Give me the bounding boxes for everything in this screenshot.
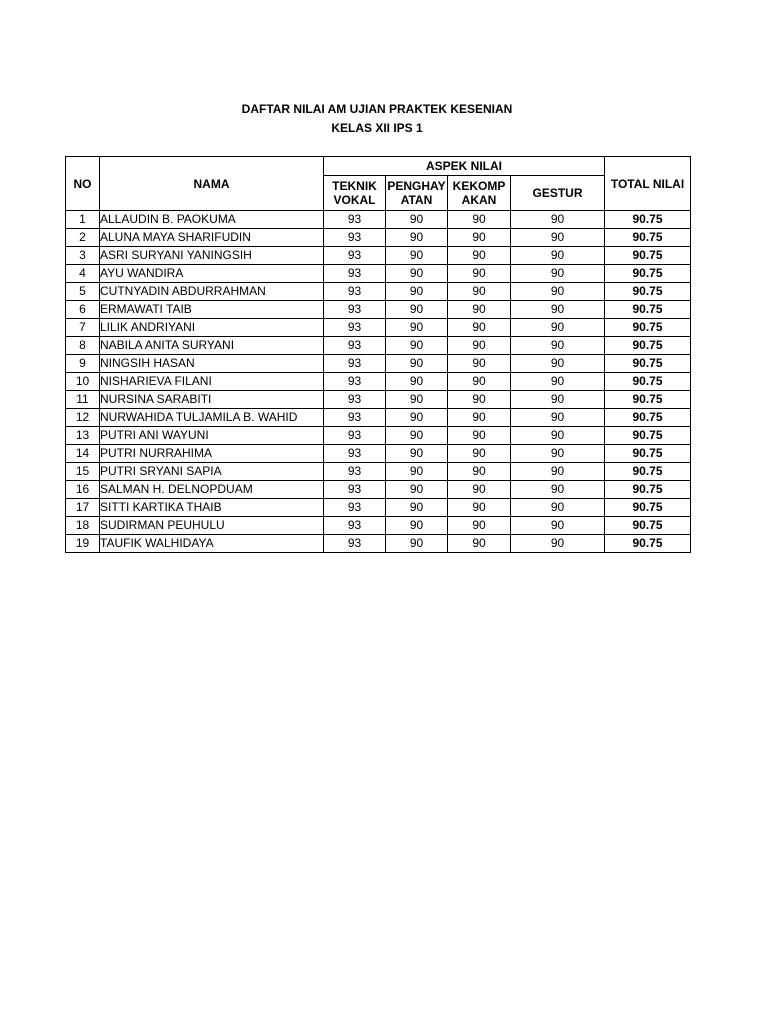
score-penghayatan: 90 — [386, 463, 448, 481]
header-teknik-vokal-line1: TEKNIK — [332, 179, 377, 193]
row-number: 15 — [66, 463, 100, 481]
total-nilai: 90.75 — [605, 391, 691, 409]
score-penghayatan: 90 — [386, 517, 448, 535]
row-number: 17 — [66, 499, 100, 517]
total-nilai: 90.75 — [605, 445, 691, 463]
score-penghayatan: 90 — [386, 535, 448, 553]
score-teknik-vokal: 93 — [324, 445, 386, 463]
student-name: SITTI KARTIKA THAIB — [100, 499, 324, 517]
table-row — [66, 409, 691, 427]
table-row — [66, 373, 691, 391]
document-title: DAFTAR NILAI AM UJIAN PRAKTEK KESENIAN — [241, 102, 513, 116]
total-nilai: 90.75 — [605, 211, 691, 229]
score-teknik-vokal: 93 — [324, 499, 386, 517]
table-row — [66, 535, 691, 553]
score-kekompakan: 90 — [448, 247, 511, 265]
row-number: 7 — [66, 319, 100, 337]
header-penghayatan-line1: PENGHAY — [387, 179, 446, 193]
total-nilai: 90.75 — [605, 481, 691, 499]
score-teknik-vokal: 93 — [324, 319, 386, 337]
score-teknik-vokal: 93 — [324, 481, 386, 499]
table-row — [66, 301, 691, 319]
score-kekompakan: 90 — [448, 427, 511, 445]
row-number: 12 — [66, 409, 100, 427]
score-gestur: 90 — [511, 517, 605, 535]
total-nilai: 90.75 — [605, 373, 691, 391]
score-penghayatan: 90 — [386, 373, 448, 391]
total-nilai: 90.75 — [605, 319, 691, 337]
total-nilai: 90.75 — [605, 427, 691, 445]
row-number: 18 — [66, 517, 100, 535]
student-name: SUDIRMAN PEUHULU — [100, 517, 324, 535]
score-penghayatan: 90 — [386, 481, 448, 499]
score-penghayatan: 90 — [386, 337, 448, 355]
score-gestur: 90 — [511, 247, 605, 265]
score-kekompakan: 90 — [448, 283, 511, 301]
header-nama: NAMA — [100, 157, 324, 211]
row-number: 6 — [66, 301, 100, 319]
score-penghayatan: 90 — [386, 229, 448, 247]
total-nilai: 90.75 — [605, 499, 691, 517]
score-gestur: 90 — [511, 463, 605, 481]
row-number: 11 — [66, 391, 100, 409]
header-teknik-vokal-line2: VOKAL — [333, 193, 376, 207]
student-name: LILIK ANDRIYANI — [100, 319, 324, 337]
table-row — [66, 481, 691, 499]
student-name: CUTNYADIN ABDURRAHMAN — [100, 283, 324, 301]
row-number: 5 — [66, 283, 100, 301]
score-penghayatan: 90 — [386, 301, 448, 319]
score-gestur: 90 — [511, 427, 605, 445]
score-kekompakan: 90 — [448, 517, 511, 535]
table-row — [66, 337, 691, 355]
score-teknik-vokal: 93 — [324, 337, 386, 355]
score-teknik-vokal: 93 — [324, 463, 386, 481]
table-row — [66, 355, 691, 373]
document-subtitle-class: KELAS XII IPS 1 — [331, 121, 423, 135]
score-penghayatan: 90 — [386, 391, 448, 409]
total-nilai: 90.75 — [605, 517, 691, 535]
header-kekompakan-line2: AKAN — [461, 193, 497, 207]
score-gestur: 90 — [511, 265, 605, 283]
score-teknik-vokal: 93 — [324, 247, 386, 265]
score-teknik-vokal: 93 — [324, 409, 386, 427]
total-nilai: 90.75 — [605, 229, 691, 247]
student-name: TAUFIK WALHIDAYA — [100, 535, 324, 553]
score-kekompakan: 90 — [448, 499, 511, 517]
score-kekompakan: 90 — [448, 229, 511, 247]
score-kekompakan: 90 — [448, 445, 511, 463]
score-gestur: 90 — [511, 301, 605, 319]
total-nilai: 90.75 — [605, 247, 691, 265]
score-teknik-vokal: 93 — [324, 391, 386, 409]
table-row — [66, 463, 691, 481]
score-gestur: 90 — [511, 409, 605, 427]
score-teknik-vokal: 93 — [324, 265, 386, 283]
score-teknik-vokal: 93 — [324, 535, 386, 553]
score-kekompakan: 90 — [448, 463, 511, 481]
score-penghayatan: 90 — [386, 247, 448, 265]
student-name: NURWAHIDA TULJAMILA B. WAHID — [100, 409, 324, 427]
score-gestur: 90 — [511, 391, 605, 409]
score-penghayatan: 90 — [386, 355, 448, 373]
score-kekompakan: 90 — [448, 535, 511, 553]
total-nilai: 90.75 — [605, 337, 691, 355]
score-gestur: 90 — [511, 283, 605, 301]
score-gestur: 90 — [511, 445, 605, 463]
student-name: ALLAUDIN B. PAOKUMA — [100, 211, 324, 229]
table-row — [66, 445, 691, 463]
table-row — [66, 499, 691, 517]
row-number: 2 — [66, 229, 100, 247]
total-nilai: 90.75 — [605, 283, 691, 301]
row-number: 13 — [66, 427, 100, 445]
grades-table-body — [66, 211, 691, 553]
header-gestur: GESTUR — [511, 176, 605, 211]
student-name: SALMAN H. DELNOPDUAM — [100, 481, 324, 499]
table-row — [66, 517, 691, 535]
score-teknik-vokal: 93 — [324, 355, 386, 373]
student-name: NURSINA SARABITI — [100, 391, 324, 409]
score-teknik-vokal: 93 — [324, 229, 386, 247]
header-no: NO — [66, 157, 100, 211]
table-row — [66, 427, 691, 445]
score-gestur: 90 — [511, 499, 605, 517]
total-nilai: 90.75 — [605, 409, 691, 427]
score-kekompakan: 90 — [448, 355, 511, 373]
grades-table — [65, 156, 691, 553]
score-kekompakan: 90 — [448, 391, 511, 409]
score-gestur: 90 — [511, 535, 605, 553]
student-name: PUTRI SRYANI SAPIA — [100, 463, 324, 481]
score-gestur: 90 — [511, 337, 605, 355]
table-row — [66, 391, 691, 409]
header-aspek-nilai: ASPEK NILAI — [324, 157, 605, 176]
header-kekompakan — [448, 176, 511, 211]
student-name: AYU WANDIRA — [100, 265, 324, 283]
score-kekompakan: 90 — [448, 373, 511, 391]
score-teknik-vokal: 93 — [324, 211, 386, 229]
header-penghayatan-line2: ATAN — [400, 193, 433, 207]
score-kekompakan: 90 — [448, 481, 511, 499]
score-teknik-vokal: 93 — [324, 427, 386, 445]
total-nilai: 90.75 — [605, 355, 691, 373]
row-number: 9 — [66, 355, 100, 373]
row-number: 1 — [66, 211, 100, 229]
total-nilai: 90.75 — [605, 301, 691, 319]
score-penghayatan: 90 — [386, 427, 448, 445]
score-gestur: 90 — [511, 373, 605, 391]
table-row — [66, 229, 691, 247]
score-gestur: 90 — [511, 355, 605, 373]
table-row — [66, 265, 691, 283]
row-number: 4 — [66, 265, 100, 283]
header-penghayatan — [386, 176, 448, 211]
student-name: ASRI SURYANI YANINGSIH — [100, 247, 324, 265]
student-name: NISHARIEVA FILANI — [100, 373, 324, 391]
score-kekompakan: 90 — [448, 301, 511, 319]
score-teknik-vokal: 93 — [324, 283, 386, 301]
score-penghayatan: 90 — [386, 409, 448, 427]
row-number: 8 — [66, 337, 100, 355]
score-penghayatan: 90 — [386, 499, 448, 517]
total-nilai: 90.75 — [605, 535, 691, 553]
score-penghayatan: 90 — [386, 211, 448, 229]
student-name: PUTRI NURRAHIMA — [100, 445, 324, 463]
score-gestur: 90 — [511, 481, 605, 499]
table-row — [66, 319, 691, 337]
score-kekompakan: 90 — [448, 265, 511, 283]
row-number: 10 — [66, 373, 100, 391]
score-teknik-vokal: 93 — [324, 517, 386, 535]
score-penghayatan: 90 — [386, 265, 448, 283]
total-nilai: 90.75 — [605, 463, 691, 481]
student-name: ALUNA MAYA SHARIFUDIN — [100, 229, 324, 247]
row-number: 16 — [66, 481, 100, 499]
score-kekompakan: 90 — [448, 337, 511, 355]
student-name: NABILA ANITA SURYANI — [100, 337, 324, 355]
score-kekompakan: 90 — [448, 409, 511, 427]
row-number: 3 — [66, 247, 100, 265]
table-row — [66, 283, 691, 301]
score-kekompakan: 90 — [448, 211, 511, 229]
grades-table-header — [66, 157, 691, 211]
score-penghayatan: 90 — [386, 283, 448, 301]
score-teknik-vokal: 93 — [324, 373, 386, 391]
total-nilai: 90.75 — [605, 265, 691, 283]
header-teknik-vokal — [324, 176, 386, 211]
score-gestur: 90 — [511, 211, 605, 229]
row-number: 14 — [66, 445, 100, 463]
header-total-nilai: TOTAL NILAI — [605, 157, 691, 211]
score-gestur: 90 — [511, 229, 605, 247]
student-name: ERMAWATI TAIB — [100, 301, 324, 319]
table-row — [66, 247, 691, 265]
score-gestur: 90 — [511, 319, 605, 337]
score-penghayatan: 90 — [386, 445, 448, 463]
student-name: PUTRI ANI WAYUNI — [100, 427, 324, 445]
student-name: NINGSIH HASAN — [100, 355, 324, 373]
header-kekompakan-line1: KEKOMP — [452, 179, 506, 193]
score-kekompakan: 90 — [448, 319, 511, 337]
table-row — [66, 211, 691, 229]
score-penghayatan: 90 — [386, 319, 448, 337]
score-teknik-vokal: 93 — [324, 301, 386, 319]
row-number: 19 — [66, 535, 100, 553]
